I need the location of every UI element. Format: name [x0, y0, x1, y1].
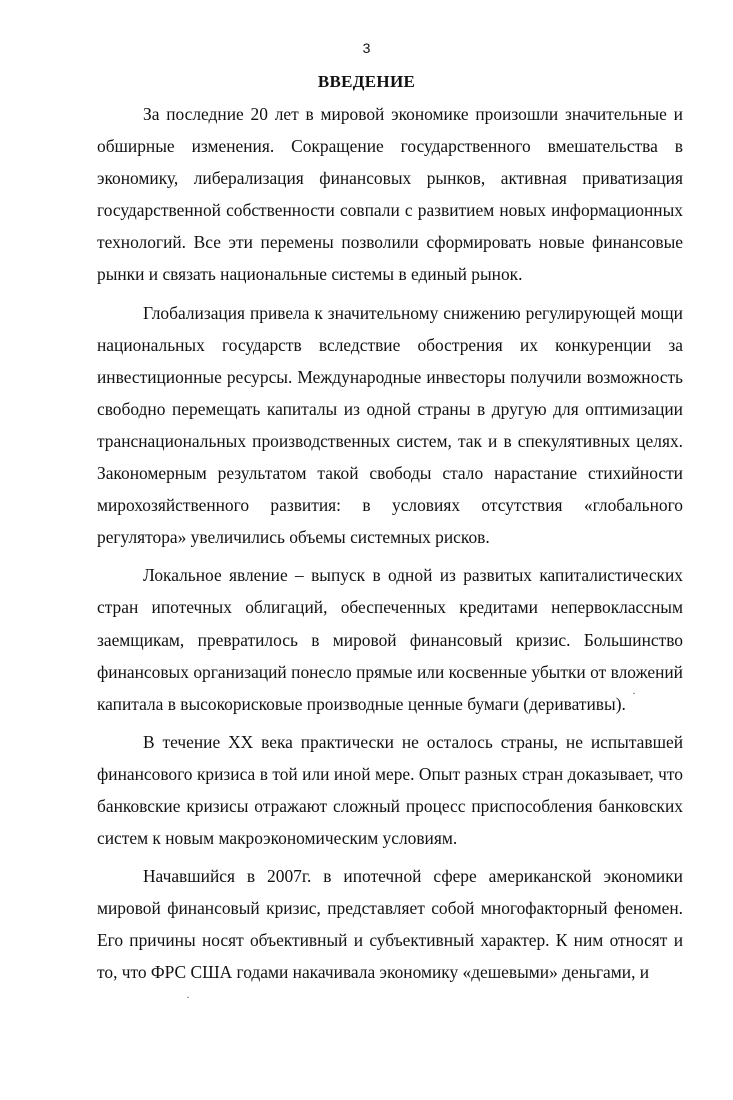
paragraph: В течение XX века практически не осталось страны, не испытавшей финансового кризиса в той или иной мере. Опыт разных стран доказывает, что банковские кризисы отражают сложный процесс приспособления банковских систем к новым макроэкономическим условиям. [97, 731, 683, 849]
paragraph: Начавшийся в 2007г. в ипотечной сфере американской экономики мировой финансовый кризис, представляет собой многофакторный феномен. Его причины носят объективный и субъективный характер. К ним относят и то, что ФРС США годами накачивала экономику «дешевыми» деньгами, и [97, 866, 683, 983]
paragraph: За последние 20 лет в мировой экономике произошли значительные и обширные изменения. Сокращение государственного вмешательства в экономику, либерализация финансовых рынков, активная приватизация государственной собственности совпали с развитием новых информационных технологий. Все эти перемены позволили сформировать новые финансовые рынки и связать национальные системы в единый рынок. [97, 104, 683, 285]
body-text [97, 98, 683, 995]
paragraph: Локальное явление – выпуск в одной из развитых капиталистических стран ипотечных облигаций, обеспеченных кредитами непервоклассным заемщикам, превратилось в мировой финансовый кризис. Большинство финансовых организаций понесло прямые или косвенные убытки от вложений капитала в высокорисковые производные ценные бумаги (деривативы). [97, 565, 683, 714]
paragraph: Глобализация привела к значительному снижению регулирующей мощи национальных государств вследствие обострения их конкуренции за инвестиционные ресурсы. Международные инвесторы получили возможность свободно перемещать капиталы из одной страны в другую для оптимизации транснациональных производственных систем, так и в спекулятивных целях. Закономерным результатом такой свободы стало нарастание стихийности мирохозяйственного развития: в условиях отсутствия «глобального регулятора» увеличились объемы системных рисков. [97, 302, 683, 548]
page-number: 3 [362, 40, 371, 56]
page-title: ВВЕДЕНИЕ [317, 72, 416, 91]
scan-artifact-mark: · [186, 990, 190, 1004]
scan-artifact-mark: · [632, 686, 636, 700]
